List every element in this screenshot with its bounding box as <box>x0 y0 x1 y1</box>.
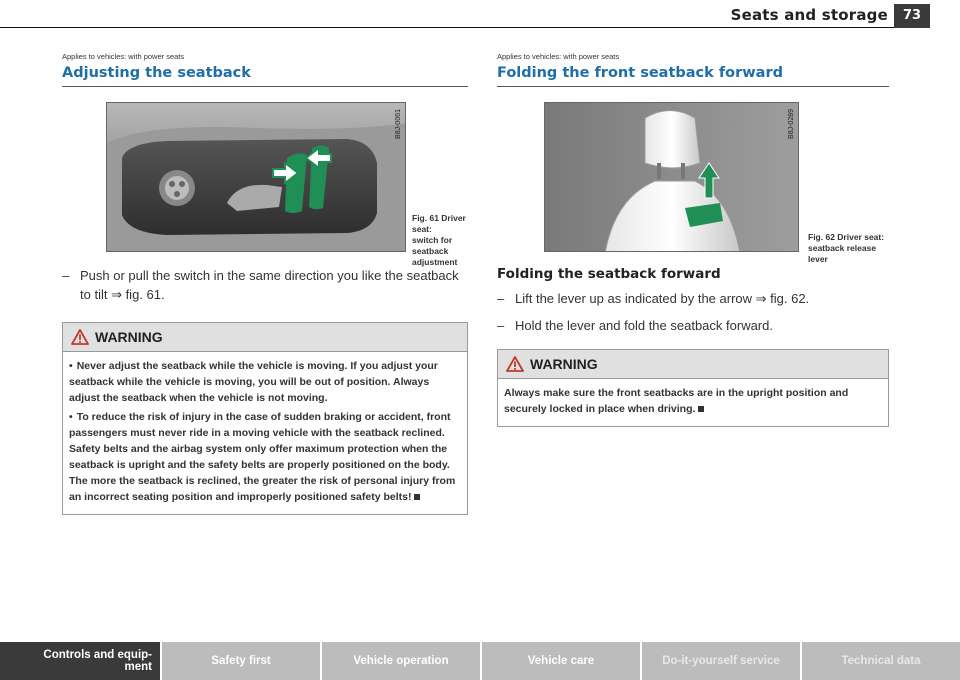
end-of-section-mark <box>698 406 704 412</box>
caption-line: adjustment <box>412 257 458 267</box>
dash-marker: – <box>497 291 505 306</box>
warning-text: Never adjust the seatback while the vehicle is moving. If you adjust your seatback while the vehicle is moving, you will be out of position. Always adjust the seatback when the vehicle is not moving. <box>69 360 438 404</box>
warning-box <box>497 349 889 427</box>
section-title: Adjusting the seatback <box>62 65 468 87</box>
warning-label: WARNING <box>530 356 598 372</box>
warning-body <box>498 379 888 426</box>
step-text: Hold the lever and fold the seatback forward. <box>515 318 773 333</box>
figure-code: B8J-0061 <box>395 109 402 139</box>
nav-tab-technical-data[interactable]: Technical data <box>802 642 960 680</box>
nav-tab-label: ment <box>124 661 152 673</box>
subheading: Folding the seatback forward <box>497 266 721 282</box>
caption-line: seatback release lever <box>808 243 877 264</box>
caption-line: switch for seatback <box>412 235 453 256</box>
right-column <box>497 52 889 427</box>
page-number: 73 <box>894 4 930 28</box>
figure-caption <box>412 213 468 268</box>
caption-line: Fig. 61 Driver seat: <box>412 213 466 234</box>
dash-marker: – <box>497 318 505 333</box>
seatback-switch-figure <box>106 102 406 252</box>
running-header-title: Seats and storage <box>730 6 888 24</box>
bullet-marker: • <box>69 411 73 423</box>
warning-header <box>498 350 888 379</box>
step-text: Push or pull the switch in the same direction you like the seatback to tilt ⇒ fig. 61. <box>80 268 459 302</box>
nav-tab-label: Controls and equip- <box>43 649 152 661</box>
warning-triangle-icon <box>71 329 89 345</box>
nav-tab-vehicle-care[interactable]: Vehicle care <box>482 642 640 680</box>
dash-marker: – <box>62 268 70 283</box>
figure-code: B8J-0289 <box>788 109 795 139</box>
step-text: Lift the lever up as indicated by the arrow ⇒ fig. 62. <box>515 291 810 306</box>
figure-row <box>497 102 889 264</box>
caption-line: Fig. 62 Driver seat: <box>808 232 885 242</box>
seat-release-illustration <box>545 103 799 252</box>
nav-tab-diy-service[interactable]: Do-it-yourself service <box>642 642 800 680</box>
warning-box <box>62 322 468 515</box>
warning-paragraph <box>69 358 461 406</box>
warning-text: To reduce the risk of injury in the case of sudden braking or accident, front passengers must never ride in a moving vehicle with the seatback reclined. Safety belts and the airbag system only offer maximum protection when the seatback is upright and the safety belts are properly positioned on the body. The more the seatback is reclined, the greater the risk of personal injury from an incorrect seating position and improperly positioned safety belts! <box>69 411 456 503</box>
instruction-step <box>497 289 889 308</box>
end-of-section-mark <box>414 494 420 500</box>
nav-tab-safety[interactable]: Safety first <box>162 642 320 680</box>
left-column <box>62 52 468 515</box>
chapter-nav-bar <box>0 642 960 680</box>
bullet-marker: • <box>69 360 73 372</box>
nav-tab-vehicle-operation[interactable]: Vehicle operation <box>322 642 480 680</box>
warning-paragraph <box>69 409 461 505</box>
applies-note: Applies to vehicles: with power seats <box>62 52 185 61</box>
section-title: Folding the front seatback forward <box>497 65 889 87</box>
instruction-step <box>497 316 889 335</box>
figure-caption <box>808 232 888 265</box>
warning-header <box>63 323 467 352</box>
seatback-release-figure <box>544 102 799 252</box>
header-rule <box>0 27 905 28</box>
applies-note: Applies to vehicles: with power seats <box>497 52 620 61</box>
nav-tab-controls[interactable] <box>0 642 160 680</box>
figure-row <box>62 102 468 267</box>
warning-text: Always make sure the front seatbacks are in the upright position and securely locked in place when driving. <box>504 387 849 415</box>
warning-triangle-icon <box>506 356 524 372</box>
warning-label: WARNING <box>95 329 163 345</box>
seatback-switch-illustration <box>107 103 406 252</box>
warning-paragraph <box>504 385 882 417</box>
warning-body <box>63 352 467 514</box>
instruction-step <box>62 266 468 304</box>
